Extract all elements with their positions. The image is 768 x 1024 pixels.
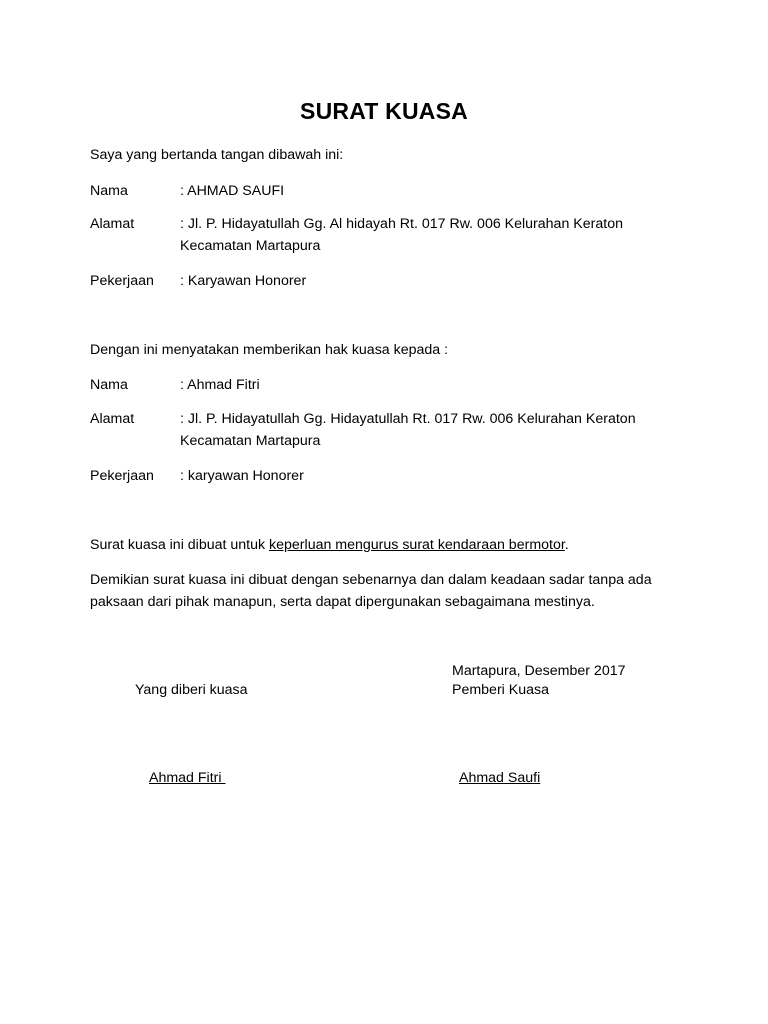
document-title: SURAT KUASA	[300, 98, 468, 124]
grantee-signature-name: Ahmad Fitri	[149, 770, 226, 786]
grantor-job-label: Pekerjaan	[90, 273, 154, 289]
grantor-name-row	[90, 180, 680, 202]
grantee-address-value	[180, 408, 680, 452]
grantor-job-value: : Karyawan Honorer	[180, 273, 307, 289]
grantor-address-value	[180, 213, 680, 257]
grantor-address-line1: : Jl. P. Hidayatullah Gg. Al hidayah Rt. 017 Rw. 006 Kelurahan Keraton	[180, 216, 623, 232]
grantee-address-line1: : Jl. P. Hidayatullah Gg. Hidayatullah Rt. 017 Rw. 006 Kelurahan Keraton	[180, 411, 636, 427]
grantor-name-label: Nama	[90, 183, 128, 199]
grantee-address-row	[90, 408, 680, 452]
closing-line-1: Demikian surat kuasa ini dibuat dengan sebenarnya dan dalam keadaan sadar tanpa ada	[90, 572, 652, 588]
grantee-job-label: Pekerjaan	[90, 468, 154, 484]
transfer-statement: Dengan ini menyatakan memberikan hak kuasa kepada :	[90, 342, 449, 358]
grantee-name-value: : Ahmad Fitri	[180, 377, 260, 393]
purpose-suffix: .	[564, 537, 569, 553]
grantor-address-row	[90, 213, 680, 257]
place-date: Martapura, Desember 2017	[452, 663, 626, 679]
grantor-signature-name: Ahmad Saufi	[459, 770, 541, 786]
purpose-underlined: keperluan mengurus surat kendaraan bermotor	[269, 537, 565, 553]
grantor-address-label: Alamat	[90, 216, 135, 232]
grantor-name-value: : AHMAD SAUFI	[180, 183, 285, 199]
opening-statement: Saya yang bertanda tangan dibawah ini:	[90, 147, 344, 163]
grantee-role: Yang diberi kuasa	[135, 682, 248, 698]
grantee-name-row	[90, 374, 680, 396]
purpose-statement	[90, 534, 670, 556]
grantor-job-row	[90, 270, 680, 292]
grantee-job-value: : karyawan Honorer	[180, 468, 304, 484]
grantor-role: Pemberi Kuasa	[452, 682, 549, 698]
grantee-address-line2: Kecamatan Martapura	[180, 433, 321, 449]
grantee-address-label: Alamat	[90, 411, 135, 427]
grantee-name-label: Nama	[90, 377, 128, 393]
purpose-prefix: Surat kuasa ini dibuat untuk	[90, 537, 270, 553]
grantor-address-line2: Kecamatan Martapura	[180, 238, 321, 254]
closing-line-2: paksaan dari pihak manapun, serta dapat dipergunakan sebagaimana mestinya.	[90, 594, 595, 610]
grantee-job-row	[90, 465, 680, 487]
closing-statement	[90, 569, 670, 613]
